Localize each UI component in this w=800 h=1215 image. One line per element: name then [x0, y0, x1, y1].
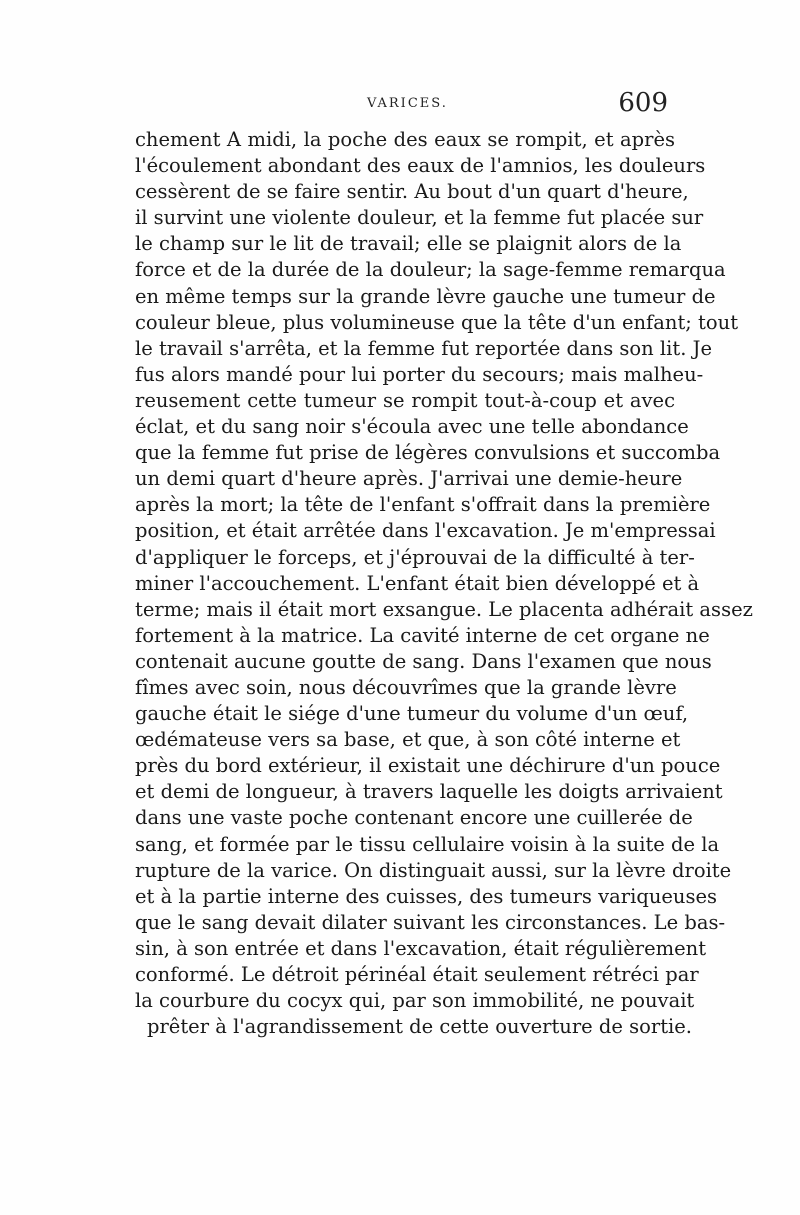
text-line: près du bord extérieur, il existait une déchirure d'un pouce: [135, 754, 721, 778]
text-line: position, et était arrêtée dans l'excavation. Je m'empressai: [135, 519, 716, 543]
text-line: la courbure du cocyx qui, par son immobilité, ne pouvait: [135, 989, 695, 1013]
text-line: fîmes avec soin, nous découvrîmes que la grande lèvre: [135, 675, 677, 699]
text-line: d'appliquer le forceps, et j'éprouvai de la difficulté à ter-: [135, 545, 695, 569]
running-head: [135, 88, 670, 120]
text-line: œdémateuse vers sa base, et que, à son côté interne et: [135, 728, 681, 752]
text-line: fortement à la matrice. La cavité interne de cet organe ne: [135, 623, 710, 647]
text-line: force et de la durée de la douleur; la sage-femme remarqua: [135, 258, 726, 282]
text-line: en même temps sur la grande lèvre gauche une tumeur de: [135, 284, 716, 308]
text-line: et demi de longueur, à travers laquelle les doigts arrivaient: [135, 780, 723, 804]
text-line: et à la partie interne des cuisses, des tumeurs variqueuses: [135, 884, 718, 908]
text-line: reusement cette tumeur se rompit tout-à-coup et avec: [135, 388, 675, 412]
text-line: rupture de la varice. On distinguait aussi, sur la lèvre droite: [135, 858, 732, 882]
text-line: après la mort; la tête de l'enfant s'offrait dans la première: [135, 493, 711, 517]
text-line: chement A midi, la poche des eaux se rompit, et après: [135, 128, 675, 151]
text-line: gauche était le siége d'une tumeur du volume d'un œuf,: [135, 702, 689, 726]
running-title: VARICES.: [367, 96, 448, 111]
text-line: miner l'accouchement. L'enfant était bien développé et à: [135, 571, 700, 595]
text-line: sang, et formée par le tissu cellulaire voisin à la suite de la: [135, 832, 720, 856]
text-line: un demi quart d'heure après. J'arrivai une demie-heure: [135, 467, 683, 491]
text-line: sin, à son entrée et dans l'excavation, était régulièrement: [135, 936, 707, 960]
text-line: que le sang devait dilater suivant les circonstances. Le bas-: [135, 910, 726, 934]
text-line: éclat, et du sang noir s'écoula avec une telle abondance: [135, 415, 689, 439]
body-text: [135, 127, 753, 1040]
text-line: dans une vaste poche contenant encore une cuillerée de: [135, 806, 693, 830]
text-line: l'écoulement abondant des eaux de l'amnios, les douleurs: [135, 154, 706, 178]
text-line: contenait aucune goutte de sang. Dans l'examen que nous: [135, 649, 712, 673]
text-line: que la femme fut prise de légères convulsions et succomba: [135, 441, 721, 465]
text-line: conformé. Le détroit périnéal était seulement rétréci par: [135, 963, 699, 986]
text-line: cessèrent de se faire sentir. Au bout d'un quart d'heure,: [135, 180, 689, 204]
text-line: prêter à l'agrandissement de cette ouverture de sortie.: [147, 1015, 693, 1039]
text-line: il survint une violente douleur, et la femme fut placée sur: [135, 206, 704, 230]
text-line: couleur bleue, plus volumineuse que la tête d'un enfant; tout: [135, 310, 739, 334]
page-number: 609: [618, 88, 668, 118]
text-line: le travail s'arrêta, et la femme fut reportée dans son lit. Je: [135, 336, 712, 360]
text-line: le champ sur le lit de travail; elle se plaignit alors de la: [135, 232, 682, 256]
text-line: fus alors mandé pour lui porter du secours; mais malheu-: [135, 362, 704, 386]
text-line: terme; mais il était mort exsangue. Le placenta adhérait assez: [135, 597, 753, 621]
